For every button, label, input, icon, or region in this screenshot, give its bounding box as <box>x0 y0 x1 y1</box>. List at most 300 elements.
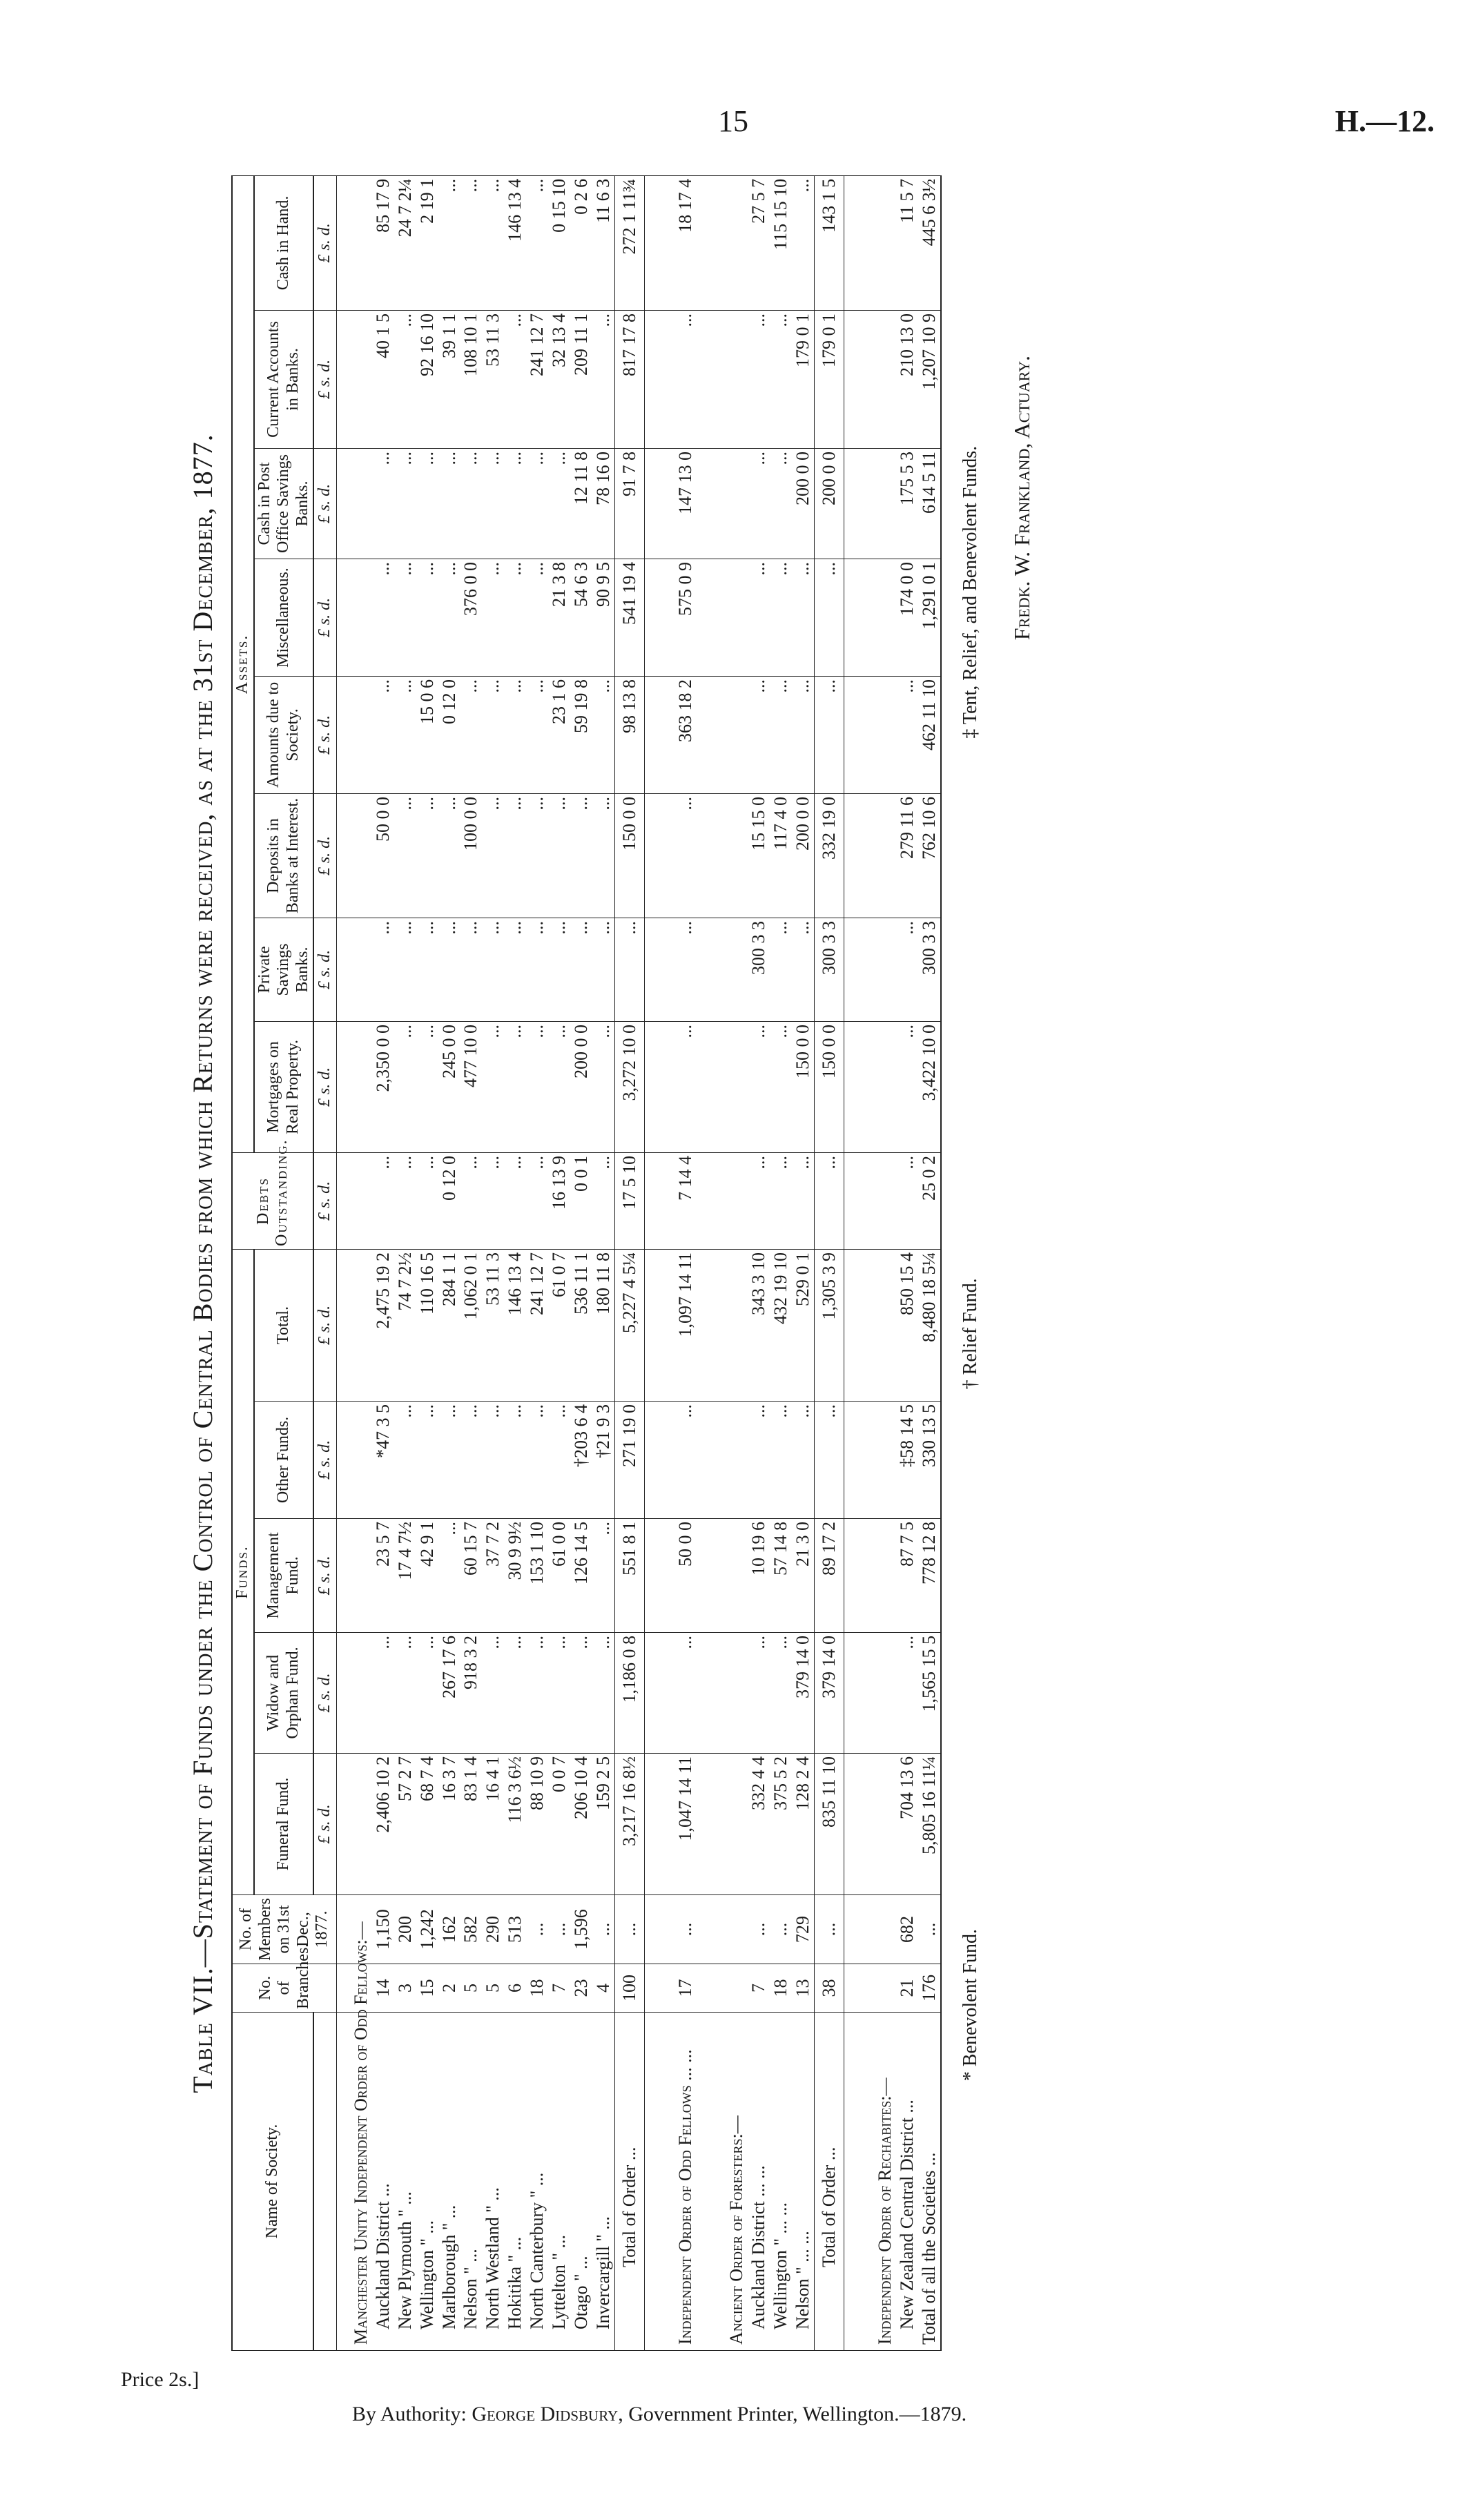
table-cell: 110 16 5 <box>416 1250 438 1402</box>
table-cell <box>712 559 748 677</box>
table-cell: 74 7 2½ <box>394 1250 416 1402</box>
table-cell: 53 11 3 <box>482 1250 504 1402</box>
table-cell: 1,305 3 9 <box>815 1250 844 1402</box>
table-row <box>770 175 792 2350</box>
table-row <box>416 175 438 2350</box>
table-cell: 1,186 0 8 <box>614 1633 644 1754</box>
table-cell: 23 1 6 <box>548 677 570 794</box>
table-cell <box>712 1519 748 1633</box>
table-cell: 11 5 7 <box>896 175 918 310</box>
table-cell: 3 <box>394 1964 416 2013</box>
table-cell <box>644 1402 661 1519</box>
table-cell: ... <box>482 1022 504 1153</box>
table-cell: ... <box>394 918 416 1022</box>
table-cell: 3,272 10 0 <box>614 1022 644 1153</box>
table-cell: 18 17 4 <box>661 175 697 310</box>
table-cell: ... <box>504 449 526 559</box>
table-cell: 332 19 0 <box>815 794 844 918</box>
table-cell: ... <box>792 175 814 310</box>
table-cell <box>336 677 371 794</box>
table-cell: ... <box>614 1895 644 1964</box>
table-row <box>460 175 482 2350</box>
header-unit: £ s. d. <box>313 794 336 918</box>
header-management: Management Fund. <box>254 1519 314 1633</box>
table-cell <box>844 1964 861 2013</box>
table-cell: ... <box>792 559 814 677</box>
table-cell: ... <box>526 175 548 310</box>
table-cell: 150 0 0 <box>815 1022 844 1153</box>
table-cell: 87 7 5 <box>896 1519 918 1633</box>
table-cell <box>844 1250 861 1402</box>
table-cell <box>644 175 661 310</box>
table-cell: 762 10 6 <box>918 794 941 918</box>
table-cell: 15 <box>416 1964 438 2013</box>
table-cell: ... <box>482 1633 504 1754</box>
table-row <box>661 175 697 2350</box>
table-cell: *47 3 5 <box>372 1402 394 1519</box>
table-cell <box>712 1250 748 1402</box>
table-cell <box>861 1153 896 1250</box>
header-unit: £ s. d. <box>313 175 336 310</box>
printer-imprint <box>352 2403 967 2426</box>
table-cell: ... <box>661 1022 697 1153</box>
table-cell: 83 1 4 <box>460 1754 482 1895</box>
table-cell: 918 3 2 <box>460 1633 482 1754</box>
table-cell: 5,805 16 11¼ <box>918 1754 941 1895</box>
table-cell: 61 0 7 <box>548 1250 570 1402</box>
table-cell: ... <box>416 1402 438 1519</box>
header-total: Total. <box>254 1250 314 1402</box>
table-cell: 78 16 0 <box>592 449 614 559</box>
table-cell: ... <box>661 1895 697 1964</box>
table-cell: 778 12 8 <box>918 1519 941 1633</box>
header-miscellaneous: Miscellaneous. <box>254 559 314 677</box>
table-cell: 2,350 0 0 <box>372 1022 394 1153</box>
table-cell: 115 15 10 <box>770 175 792 310</box>
table-cell: 15 0 6 <box>416 677 438 794</box>
society-name: Auckland District ... ... <box>748 2013 770 2351</box>
header-funds-group: Funds. <box>232 1250 254 1895</box>
table-cell: 8,480 18 5¼ <box>918 1250 941 1402</box>
table-cell: ... <box>416 1633 438 1754</box>
table-cell: ... <box>416 794 438 918</box>
table-cell <box>861 175 896 310</box>
table-cell <box>696 559 712 677</box>
table-cell: 200 <box>394 1895 416 1964</box>
table-row <box>896 175 918 2350</box>
table-cell: 375 5 2 <box>770 1754 792 1895</box>
header-unit: £ s. d. <box>313 1022 336 1153</box>
table-cell: 200 0 0 <box>792 449 814 559</box>
footnote-tent: ‡ Tent, Relief, and Benevolent Funds. <box>959 445 981 739</box>
table-cell: ... <box>748 1633 770 1754</box>
table-title: Table VII.—Statement of Funds under the Control of Central Bodies from which Returns were received, as at the 31st December, 1877. <box>187 434 218 2093</box>
table-cell: ... <box>526 559 548 677</box>
imprint-suffix: , Government Printer, Wellington.—1879. <box>618 2403 967 2425</box>
table-cell: 209 11 1 <box>570 311 592 449</box>
table-cell: ... <box>504 311 526 449</box>
table-cell: 379 14 0 <box>815 1633 844 1754</box>
table-row <box>570 175 592 2350</box>
table-cell: ... <box>748 677 770 794</box>
society-name: Independent Order of Rechabites:— <box>861 2013 896 2351</box>
table-cell: 1,047 14 11 <box>661 1754 697 1895</box>
table-cell: ... <box>372 559 394 677</box>
table-cell: 363 18 2 <box>661 677 697 794</box>
table-cell: ... <box>896 1022 918 1153</box>
table-cell: ... <box>482 1153 504 1250</box>
table-cell <box>861 1402 896 1519</box>
table-cell: ... <box>526 1633 548 1754</box>
society-name: Ancient Order of Foresters:— <box>712 2013 748 2351</box>
header-unit: £ s. d. <box>313 918 336 1022</box>
table-cell: 53 11 3 <box>482 311 504 449</box>
table-cell: 2,475 19 2 <box>372 1250 394 1402</box>
table-cell: ... <box>394 1153 416 1250</box>
table-cell: ... <box>460 677 482 794</box>
header-unit: £ s. d. <box>313 677 336 794</box>
table-cell <box>861 1895 896 1964</box>
table-cell: 300 3 3 <box>815 918 844 1022</box>
society-name: Nelson " ... <box>460 2013 482 2351</box>
society-name <box>644 2013 661 2351</box>
table-cell: ... <box>896 1153 918 1250</box>
table-cell: †203 6 4 <box>570 1402 592 1519</box>
table-cell: 38 <box>815 1964 844 2013</box>
table-cell <box>336 918 371 1022</box>
table-cell: ... <box>770 1895 792 1964</box>
table-cell: ... <box>661 794 697 918</box>
table-cell: 175 5 3 <box>896 449 918 559</box>
table-cell: ... <box>438 559 460 677</box>
table-cell: 126 14 5 <box>570 1519 592 1633</box>
table-cell: ... <box>815 559 844 677</box>
table-cell: 12 11 8 <box>570 449 592 559</box>
table-cell: ... <box>770 1633 792 1754</box>
table-cell: 92 16 10 <box>416 311 438 449</box>
table-cell: 200 0 0 <box>815 449 844 559</box>
header-branches: No. of Branches. <box>232 1964 336 2013</box>
table-cell <box>644 449 661 559</box>
table-cell: 60 15 7 <box>460 1519 482 1633</box>
table-cell: 57 14 8 <box>770 1519 792 1633</box>
table-cell: 206 10 4 <box>570 1754 592 1895</box>
table-cell <box>644 677 661 794</box>
table-cell: 241 12 7 <box>526 1250 548 1402</box>
footnote-relief: † Relief Fund. <box>959 1278 981 1390</box>
table-cell: ... <box>372 918 394 1022</box>
table-cell: 7 <box>748 1964 770 2013</box>
table-cell: 174 0 0 <box>896 559 918 677</box>
table-cell: 1,565 15 5 <box>918 1633 941 1754</box>
table-cell <box>712 1754 748 1895</box>
table-cell: ... <box>748 1022 770 1153</box>
table-row <box>918 175 941 2350</box>
table-cell: 241 12 7 <box>526 311 548 449</box>
table-cell: 682 <box>896 1895 918 1964</box>
table-cell: ... <box>460 1153 482 1250</box>
table-cell <box>712 794 748 918</box>
table-cell <box>336 559 371 677</box>
table-cell: ... <box>570 794 592 918</box>
table-cell: 200 0 0 <box>792 794 814 918</box>
society-name: New Plymouth " ... <box>394 2013 416 2351</box>
table-body <box>336 175 940 2350</box>
table-cell: ... <box>394 1633 416 1754</box>
table-cell: 24 7 2¼ <box>394 175 416 310</box>
table-cell <box>861 1964 896 2013</box>
table-cell <box>861 677 896 794</box>
table-cell <box>696 794 712 918</box>
header-widow: Widow and Orphan Fund. <box>254 1633 314 1754</box>
header-assets-group: Assets. <box>232 175 254 1152</box>
table-cell: ... <box>504 918 526 1022</box>
table-row <box>548 175 570 2350</box>
header-unit: £ s. d. <box>313 1519 336 1633</box>
table-cell: 432 19 10 <box>770 1250 792 1402</box>
table-cell <box>712 1022 748 1153</box>
table-cell: ... <box>394 794 416 918</box>
table-cell: 7 14 4 <box>661 1153 697 1250</box>
table-cell: 200 0 0 <box>570 1022 592 1153</box>
table-cell: 23 5 7 <box>372 1519 394 1633</box>
header-current-accounts: Current Accounts in Banks. <box>254 311 314 449</box>
table-cell: ... <box>394 449 416 559</box>
table-cell: ... <box>548 794 570 918</box>
table-cell: 279 11 6 <box>896 794 918 918</box>
table-cell: 162 <box>438 1895 460 1964</box>
table-cell: 330 13 5 <box>918 1402 941 1519</box>
society-name: Total of Order ... <box>815 2013 844 2351</box>
table-cell <box>696 1519 712 1633</box>
table-cell: ... <box>770 1402 792 1519</box>
table-cell: ... <box>592 1895 614 1964</box>
document-code: H.—12. <box>1334 104 1435 138</box>
table-row <box>712 175 748 2350</box>
table-cell: 32 13 4 <box>548 311 570 449</box>
table-cell <box>644 918 661 1022</box>
table-cell: ... <box>460 1402 482 1519</box>
table-cell: 6 <box>504 1964 526 2013</box>
footnotes <box>960 176 982 2351</box>
table-cell <box>861 1250 896 1402</box>
header-members: No. of Members on 31st Dec., 1877. <box>232 1895 336 1964</box>
table-cell <box>336 1022 371 1153</box>
table-cell: ... <box>548 1633 570 1754</box>
table-cell: ... <box>526 1402 548 1519</box>
table-cell: 179 0 1 <box>815 311 844 449</box>
table-row <box>504 175 526 2350</box>
table-cell: 11 6 3 <box>592 175 614 310</box>
table-cell <box>336 1402 371 1519</box>
table-cell: 176 <box>918 1964 941 2013</box>
header-unit: £ s. d. <box>313 1754 336 1895</box>
header-unit: £ s. d. <box>313 449 336 559</box>
table-cell <box>696 1964 712 2013</box>
table-cell: 582 <box>460 1895 482 1964</box>
table-cell: 0 0 7 <box>548 1754 570 1895</box>
table-cell <box>844 677 861 794</box>
table-cell: ... <box>504 1022 526 1153</box>
table-cell: ... <box>482 918 504 1022</box>
table-cell: ... <box>748 1895 770 1964</box>
table-cell: 39 1 1 <box>438 311 460 449</box>
table-cell: ... <box>570 1633 592 1754</box>
table-cell <box>844 1754 861 1895</box>
table-cell <box>336 1633 371 1754</box>
table-cell: 21 <box>896 1964 918 2013</box>
table-cell: ... <box>482 794 504 918</box>
table-cell: ... <box>548 1895 570 1964</box>
table-row <box>372 175 394 2350</box>
table-cell: ... <box>394 1402 416 1519</box>
table-cell <box>696 1633 712 1754</box>
table-cell: 68 7 4 <box>416 1754 438 1895</box>
header-unit: £ s. d. <box>313 1402 336 1519</box>
society-name <box>844 2013 861 2351</box>
table-cell: ... <box>770 1022 792 1153</box>
table-cell: ... <box>482 677 504 794</box>
table-cell: ... <box>896 918 918 1022</box>
table-cell: 2 <box>438 1964 460 2013</box>
table-cell <box>696 1895 712 1964</box>
table-cell: 5 <box>482 1964 504 2013</box>
table-cell: ... <box>372 1633 394 1754</box>
table-cell: 90 9 5 <box>592 559 614 677</box>
table-cell <box>644 1633 661 1754</box>
table-cell: 850 15 4 <box>896 1250 918 1402</box>
table-cell: ... <box>770 559 792 677</box>
table-cell: 575 0 9 <box>661 559 697 677</box>
table-cell: ... <box>394 1022 416 1153</box>
table-row <box>394 175 416 2350</box>
table-cell <box>844 559 861 677</box>
table-cell <box>644 1250 661 1402</box>
table-cell: 3,217 16 8½ <box>614 1754 644 1895</box>
table-row <box>792 175 814 2350</box>
table-cell <box>644 794 661 918</box>
table-cell <box>712 1633 748 1754</box>
society-name: Total of all the Societies ... <box>918 2013 941 2351</box>
table-row <box>526 175 548 2350</box>
header-post-office: Cash in Post Office Savings Banks. <box>254 449 314 559</box>
table-cell: 551 8 1 <box>614 1519 644 1633</box>
header-name: Name of Society. <box>232 2013 313 2351</box>
table-cell <box>844 1633 861 1754</box>
table-row <box>748 175 770 2350</box>
table-cell: 50 0 0 <box>661 1519 697 1633</box>
society-name: Independent Order of Odd Fellows ... ... <box>661 2013 697 2351</box>
table-cell: ... <box>792 1153 814 1250</box>
table-cell: ... <box>460 175 482 310</box>
table-cell: 477 10 0 <box>460 1022 482 1153</box>
table-cell: 332 4 4 <box>748 1754 770 1895</box>
society-name: Auckland District ... <box>372 2013 394 2351</box>
table-row <box>438 175 460 2350</box>
table-cell: 14 <box>372 1964 394 2013</box>
table-cell: ... <box>482 175 504 310</box>
table-cell: 0 2 6 <box>570 175 592 310</box>
header-cash-hand: Cash in Hand. <box>254 175 314 310</box>
table-cell: 30 9 9½ <box>504 1519 526 1633</box>
table-cell: ... <box>526 1022 548 1153</box>
table-cell <box>336 1519 371 1633</box>
table-cell <box>861 918 896 1022</box>
table-cell: 42 9 1 <box>416 1519 438 1633</box>
table-cell <box>696 1250 712 1402</box>
table-cell: ... <box>416 559 438 677</box>
table-cell: 343 3 10 <box>748 1250 770 1402</box>
header-private-savings: Private Savings Banks. <box>254 918 314 1022</box>
table-cell: ... <box>526 794 548 918</box>
page-number: 15 <box>718 104 748 138</box>
table-cell <box>861 794 896 918</box>
table-cell: 91 7 8 <box>614 449 644 559</box>
rotated-table-region <box>186 176 1360 2351</box>
table-cell: ... <box>438 794 460 918</box>
table-cell <box>696 1402 712 1519</box>
table-cell <box>336 1754 371 1895</box>
table-cell <box>712 1895 748 1964</box>
table-cell <box>644 1519 661 1633</box>
table-cell: 1,291 0 1 <box>918 559 941 677</box>
table-cell: ... <box>748 311 770 449</box>
society-name: Invercargill " ... <box>592 2013 614 2351</box>
table-cell: 128 2 4 <box>792 1754 814 1895</box>
table-cell: ... <box>526 1895 548 1964</box>
society-name: Otago " ... <box>570 2013 592 2351</box>
table-cell <box>861 559 896 677</box>
table-cell: 21 3 0 <box>792 1519 814 1633</box>
header-amounts-due: Amounts due to Society. <box>254 677 314 794</box>
table-cell: 117 4 0 <box>770 794 792 918</box>
table-cell: 18 <box>770 1964 792 2013</box>
society-name: Total of Order ... <box>614 2013 644 2351</box>
table-cell: ... <box>592 1153 614 1250</box>
table-cell: 513 <box>504 1895 526 1964</box>
footnote-benevolent: * Benevolent Fund. <box>959 1929 981 2082</box>
table-cell: ... <box>896 1633 918 1754</box>
table-cell: ... <box>526 449 548 559</box>
table-cell: ... <box>592 1633 614 1754</box>
table-cell: ... <box>438 1519 460 1633</box>
table-cell <box>861 1022 896 1153</box>
table-cell: 2,406 10 2 <box>372 1754 394 1895</box>
table-cell: 300 3 3 <box>748 918 770 1022</box>
table-cell: ... <box>792 677 814 794</box>
table-cell: 284 1 1 <box>438 1250 460 1402</box>
table-cell: ... <box>661 311 697 449</box>
table-cell: 23 <box>570 1964 592 2013</box>
table-cell: 18 <box>526 1964 548 2013</box>
table-cell: 4 <box>592 1964 614 2013</box>
header-unit: £ s. d. <box>313 1633 336 1754</box>
header-funeral: Funeral Fund. <box>254 1754 314 1895</box>
header-debts: Debts Outstanding. <box>232 1153 313 1250</box>
table-cell: ... <box>504 1402 526 1519</box>
header-unit-blank <box>313 2013 336 2351</box>
table-cell: 116 3 6½ <box>504 1754 526 1895</box>
table-cell <box>696 311 712 449</box>
table-cell: ... <box>570 918 592 1022</box>
table-cell: ... <box>592 311 614 449</box>
table-cell: ... <box>815 1402 844 1519</box>
table-cell: ... <box>548 449 570 559</box>
table-row <box>336 175 371 2350</box>
table-cell: 153 1 10 <box>526 1519 548 1633</box>
table-cell: 16 13 9 <box>548 1153 570 1250</box>
table-cell: ... <box>770 918 792 1022</box>
